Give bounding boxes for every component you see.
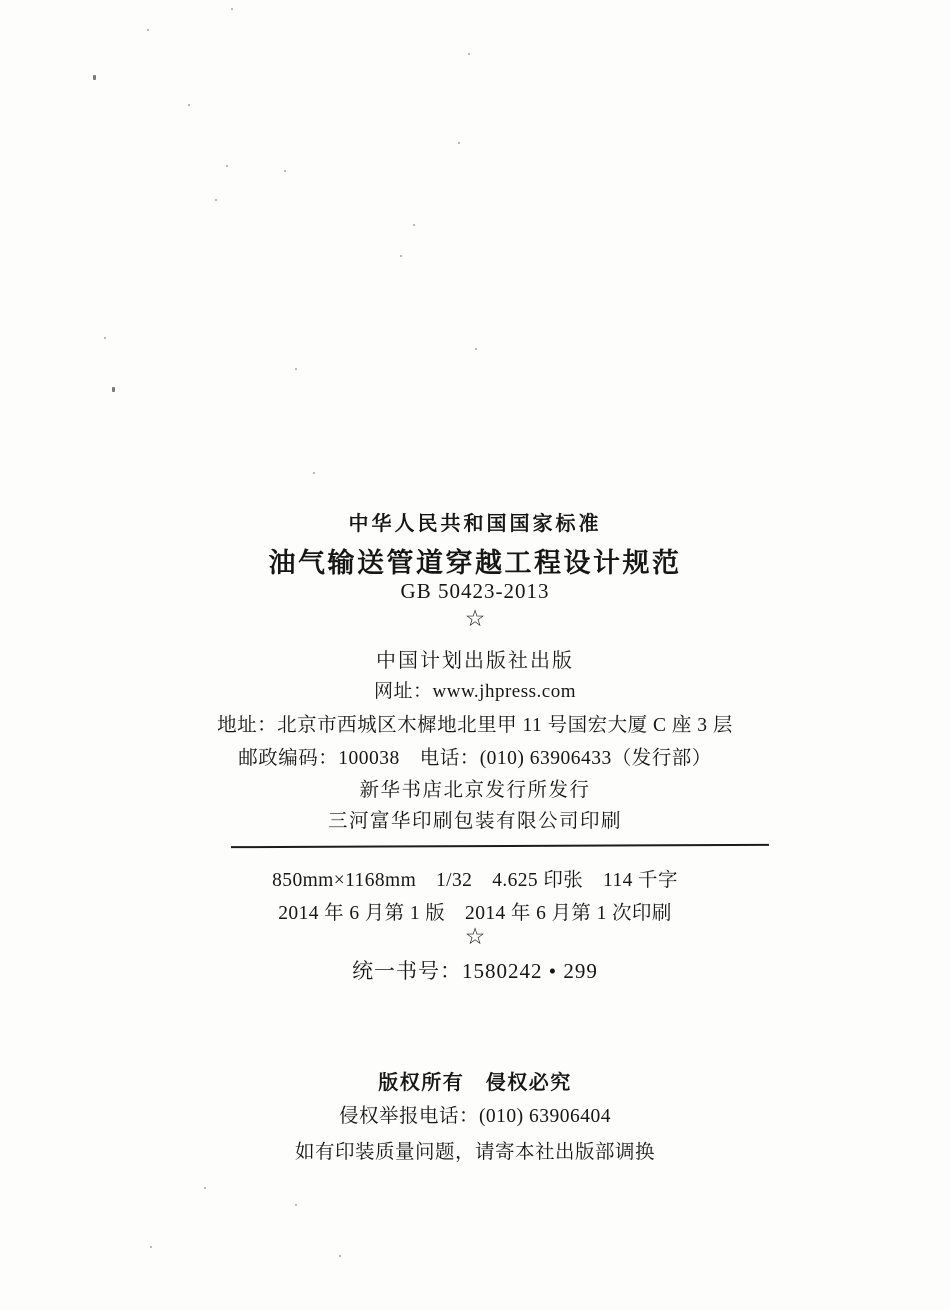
postal-phone-line: 邮政编码：100038 电话：(010) 63906433（发行部）	[238, 748, 712, 769]
report-phone-line: 侵权举报电话：(010) 63906404	[338, 1106, 612, 1127]
address-line: 地址：北京市西城区木樨地北里甲 11 号国宏大厦 C 座 3 层	[217, 715, 733, 736]
star-icon: ☆	[464, 606, 486, 631]
scan-speck	[231, 8, 233, 10]
scan-speck	[413, 224, 415, 226]
quality-note-line: 如有印装质量问题，请寄本社出版部调换	[294, 1142, 655, 1163]
distributor-line: 新华书店北京发行所发行	[359, 780, 591, 801]
scan-speck	[475, 348, 477, 350]
standard-code: GB 50423-2013	[400, 579, 550, 603]
scan-speck	[400, 255, 402, 257]
scan-speck	[295, 1204, 297, 1206]
edition-line: 2014 年 6 月第 1 版 2014 年 6 月第 1 次印刷	[278, 903, 672, 924]
scan-speck	[104, 337, 106, 339]
scan-speck	[295, 368, 297, 370]
website-line: 网址：www.jhpress.com	[374, 681, 576, 702]
book-title: 油气输送管道穿越工程设计规范	[268, 548, 682, 579]
copyright-notice: 版权所有 侵权必究	[378, 1070, 572, 1094]
scan-speck	[458, 142, 460, 144]
standard-series-label: 中华人民共和国国家标准	[348, 511, 602, 535]
scan-speck	[215, 199, 217, 201]
printer-line: 三河富华印刷包装有限公司印刷	[327, 811, 622, 832]
scan-speck	[284, 170, 286, 172]
scan-speck	[188, 104, 190, 106]
star-icon: ☆	[464, 924, 486, 949]
scan-speck	[339, 1255, 341, 1257]
format-spec-line: 850mm×1168mm 1/32 4.625 印张 114 千字	[272, 870, 678, 891]
scan-speck	[150, 1246, 152, 1248]
scan-speck	[226, 165, 228, 167]
book-number-line: 统一书号：1580242 • 299	[352, 959, 598, 983]
scan-speck	[313, 472, 315, 474]
scan-speck	[204, 1187, 206, 1189]
publisher-line: 中国计划出版社出版	[376, 650, 574, 672]
scan-speck	[468, 53, 470, 55]
scan-speck	[93, 75, 96, 80]
divider-rule	[231, 844, 769, 849]
scan-speck	[147, 29, 149, 31]
scan-speck	[112, 387, 115, 392]
